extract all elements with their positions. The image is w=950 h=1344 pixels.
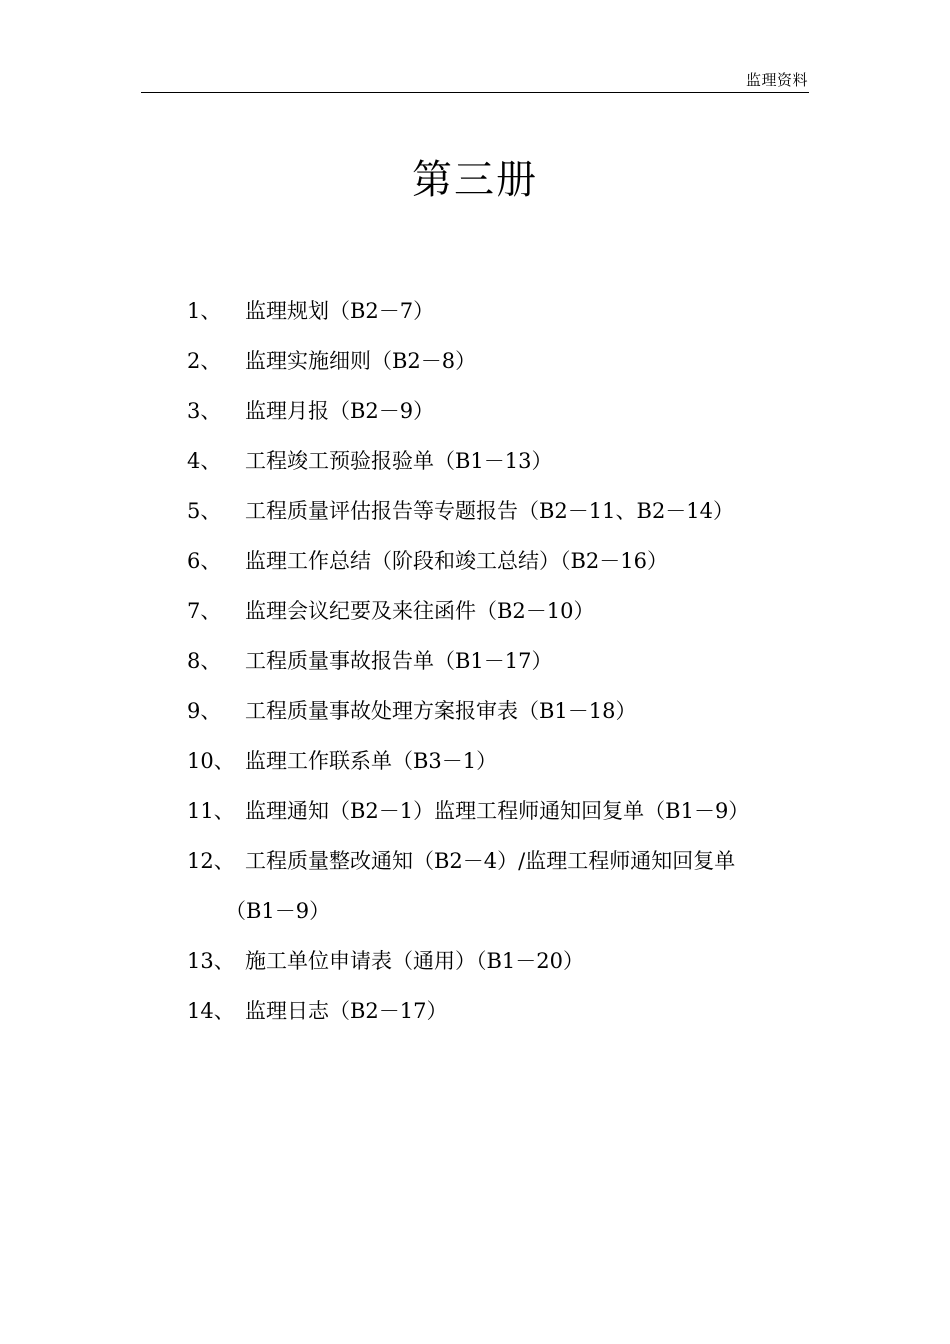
toc-item-11 bbox=[187, 786, 817, 836]
toc-item-text: 监理工作联系单（B3－1） bbox=[245, 749, 498, 773]
toc-item-text: 工程质量整改通知（B2－4）/监理工程师通知回复单 bbox=[245, 849, 736, 873]
toc-item-text: 工程质量事故报告单（B1－17） bbox=[245, 649, 553, 673]
toc-item-6 bbox=[187, 536, 817, 586]
toc-item-text: 监理实施细则（B2－8） bbox=[245, 349, 477, 373]
toc-item-text: 施工单位申请表（通用）（B1－20） bbox=[245, 949, 585, 973]
toc-item-5 bbox=[187, 486, 817, 536]
toc-item-number: 9、 bbox=[187, 699, 222, 723]
toc-item-text: 工程质量评估报告等专题报告（B2－11、B2－14） bbox=[245, 499, 735, 523]
table-of-contents bbox=[187, 286, 817, 1036]
toc-item-4 bbox=[187, 436, 817, 486]
toc-item-number: 6、 bbox=[187, 549, 222, 573]
toc-item-10 bbox=[187, 736, 817, 786]
toc-item-8 bbox=[187, 636, 817, 686]
toc-item-14 bbox=[187, 986, 817, 1036]
toc-item-number: 2、 bbox=[187, 349, 222, 373]
toc-item-text: 工程竣工预验报验单（B1－13） bbox=[245, 449, 553, 473]
toc-item-number: 12、 bbox=[187, 849, 235, 873]
toc-item-number: 8、 bbox=[187, 649, 222, 673]
toc-item-number: 1、 bbox=[187, 299, 222, 323]
toc-item-3 bbox=[187, 386, 817, 436]
toc-item-1 bbox=[187, 286, 817, 336]
toc-item-2 bbox=[187, 336, 817, 386]
toc-item-text: 监理日志（B2－17） bbox=[245, 999, 448, 1023]
header-divider bbox=[141, 92, 809, 93]
toc-item-9 bbox=[187, 686, 817, 736]
toc-item-text: 监理月报（B2－9） bbox=[245, 399, 435, 423]
toc-item-text: 监理工作总结（阶段和竣工总结）（B2－16） bbox=[245, 549, 669, 573]
toc-item-number: 14、 bbox=[187, 999, 235, 1023]
page-title: 第三册 bbox=[412, 157, 538, 203]
toc-item-text: 工程质量事故处理方案报审表（B1－18） bbox=[245, 699, 637, 723]
toc-item-text: 监理规划（B2－7） bbox=[245, 299, 435, 323]
toc-item-13 bbox=[187, 936, 817, 986]
toc-item-number: 11、 bbox=[187, 799, 235, 823]
toc-item-number: 7、 bbox=[187, 599, 222, 623]
toc-item-text: 监理会议纪要及来往函件（B2－10） bbox=[245, 599, 595, 623]
toc-item-12 bbox=[187, 836, 817, 936]
toc-item-text-continued: （B1－9） bbox=[225, 899, 331, 923]
header-label: 监理资料 bbox=[745, 71, 808, 89]
toc-item-number: 13、 bbox=[187, 949, 235, 973]
toc-item-7 bbox=[187, 586, 817, 636]
toc-item-text: 监理通知（B2－1）监理工程师通知回复单（B1－9） bbox=[245, 799, 750, 823]
toc-item-number: 3、 bbox=[187, 399, 222, 423]
toc-item-number: 5、 bbox=[187, 499, 222, 523]
toc-item-text-block bbox=[225, 836, 817, 936]
toc-item-number: 4、 bbox=[187, 449, 222, 473]
toc-item-number: 10、 bbox=[187, 749, 235, 773]
